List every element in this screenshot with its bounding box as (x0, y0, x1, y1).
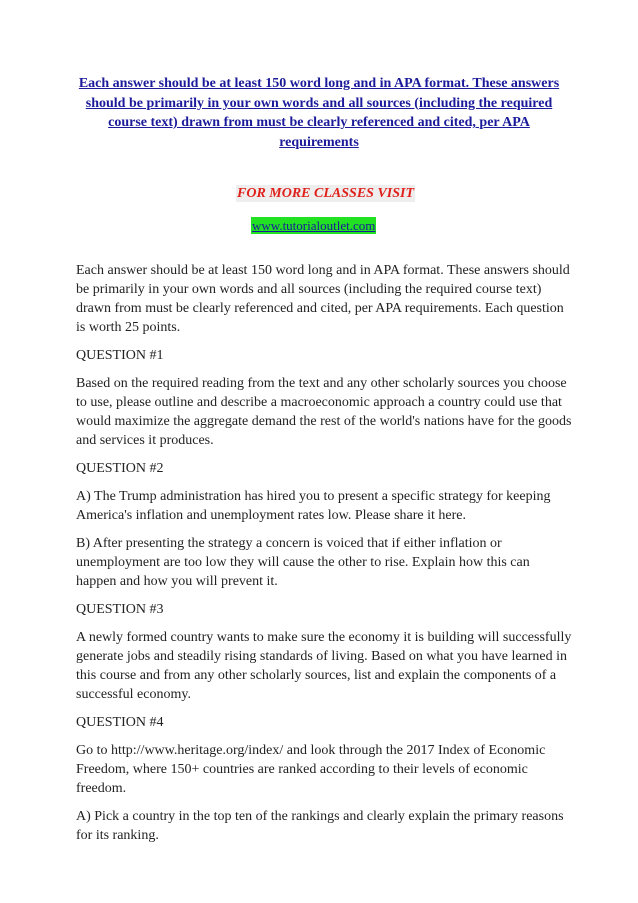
promo-banner: FOR MORE CLASSES VISIT (237, 186, 415, 201)
question-1-heading: QUESTION #1 (76, 348, 164, 363)
question-4-text: Go to http://www.heritage.org/index/ and look through the 2017 Index of Economic Freedom, where 150+ countries are ranked according to their levels of economic freedom. (76, 743, 546, 796)
instructions-paragraph: Each answer should be at least 150 word long and in APA format. These answers should be primarily in your own words and all sources (including the required course text) drawn from must be clearly referenced and cited, per APA requirements. Each question is worth 25 points. (76, 263, 570, 335)
tutorialoutlet-link[interactable]: www.tutorialoutlet.com (252, 218, 376, 233)
document-body (76, 261, 572, 854)
question-3-heading: QUESTION #3 (76, 602, 164, 617)
question-2a-text: A) The Trump administration has hired you to present a specific strategy for keeping America's inflation and unemployment rates low. Please share it here. (76, 489, 551, 523)
question-4a-text: A) Pick a country in the top ten of the rankings and clearly explain the primary reasons for its ranking. (76, 809, 564, 843)
question-4-heading: QUESTION #4 (76, 715, 164, 730)
instructions-link[interactable]: Each answer should be at least 150 word long and in APA format. These answers should be primarily in your own words and all sources (including the required course text) drawn from must be clearly referenced and cited, per APA requirements (78, 76, 560, 150)
question-3-text: A newly formed country wants to make sure the economy it is building will successfully generate jobs and steadily rising standards of living. Based on what you have learned in this course and from any other scholarly sources, list and explain the components of a successful economy. (76, 630, 572, 702)
question-2-heading: QUESTION #2 (76, 461, 164, 476)
question-2b-text: B) After presenting the strategy a concern is voiced that if either inflation or unemployment are too low they will cause the other to rise. Explain how this can happen and how you will prevent it. (76, 536, 530, 589)
question-1-text: Based on the required reading from the text and any other scholarly sources you choose to use, please outline and describe a macroeconomic approach a country could use that would maximize the aggregate demand the rest of the world's nations have for the goods and services it produces. (76, 376, 572, 448)
